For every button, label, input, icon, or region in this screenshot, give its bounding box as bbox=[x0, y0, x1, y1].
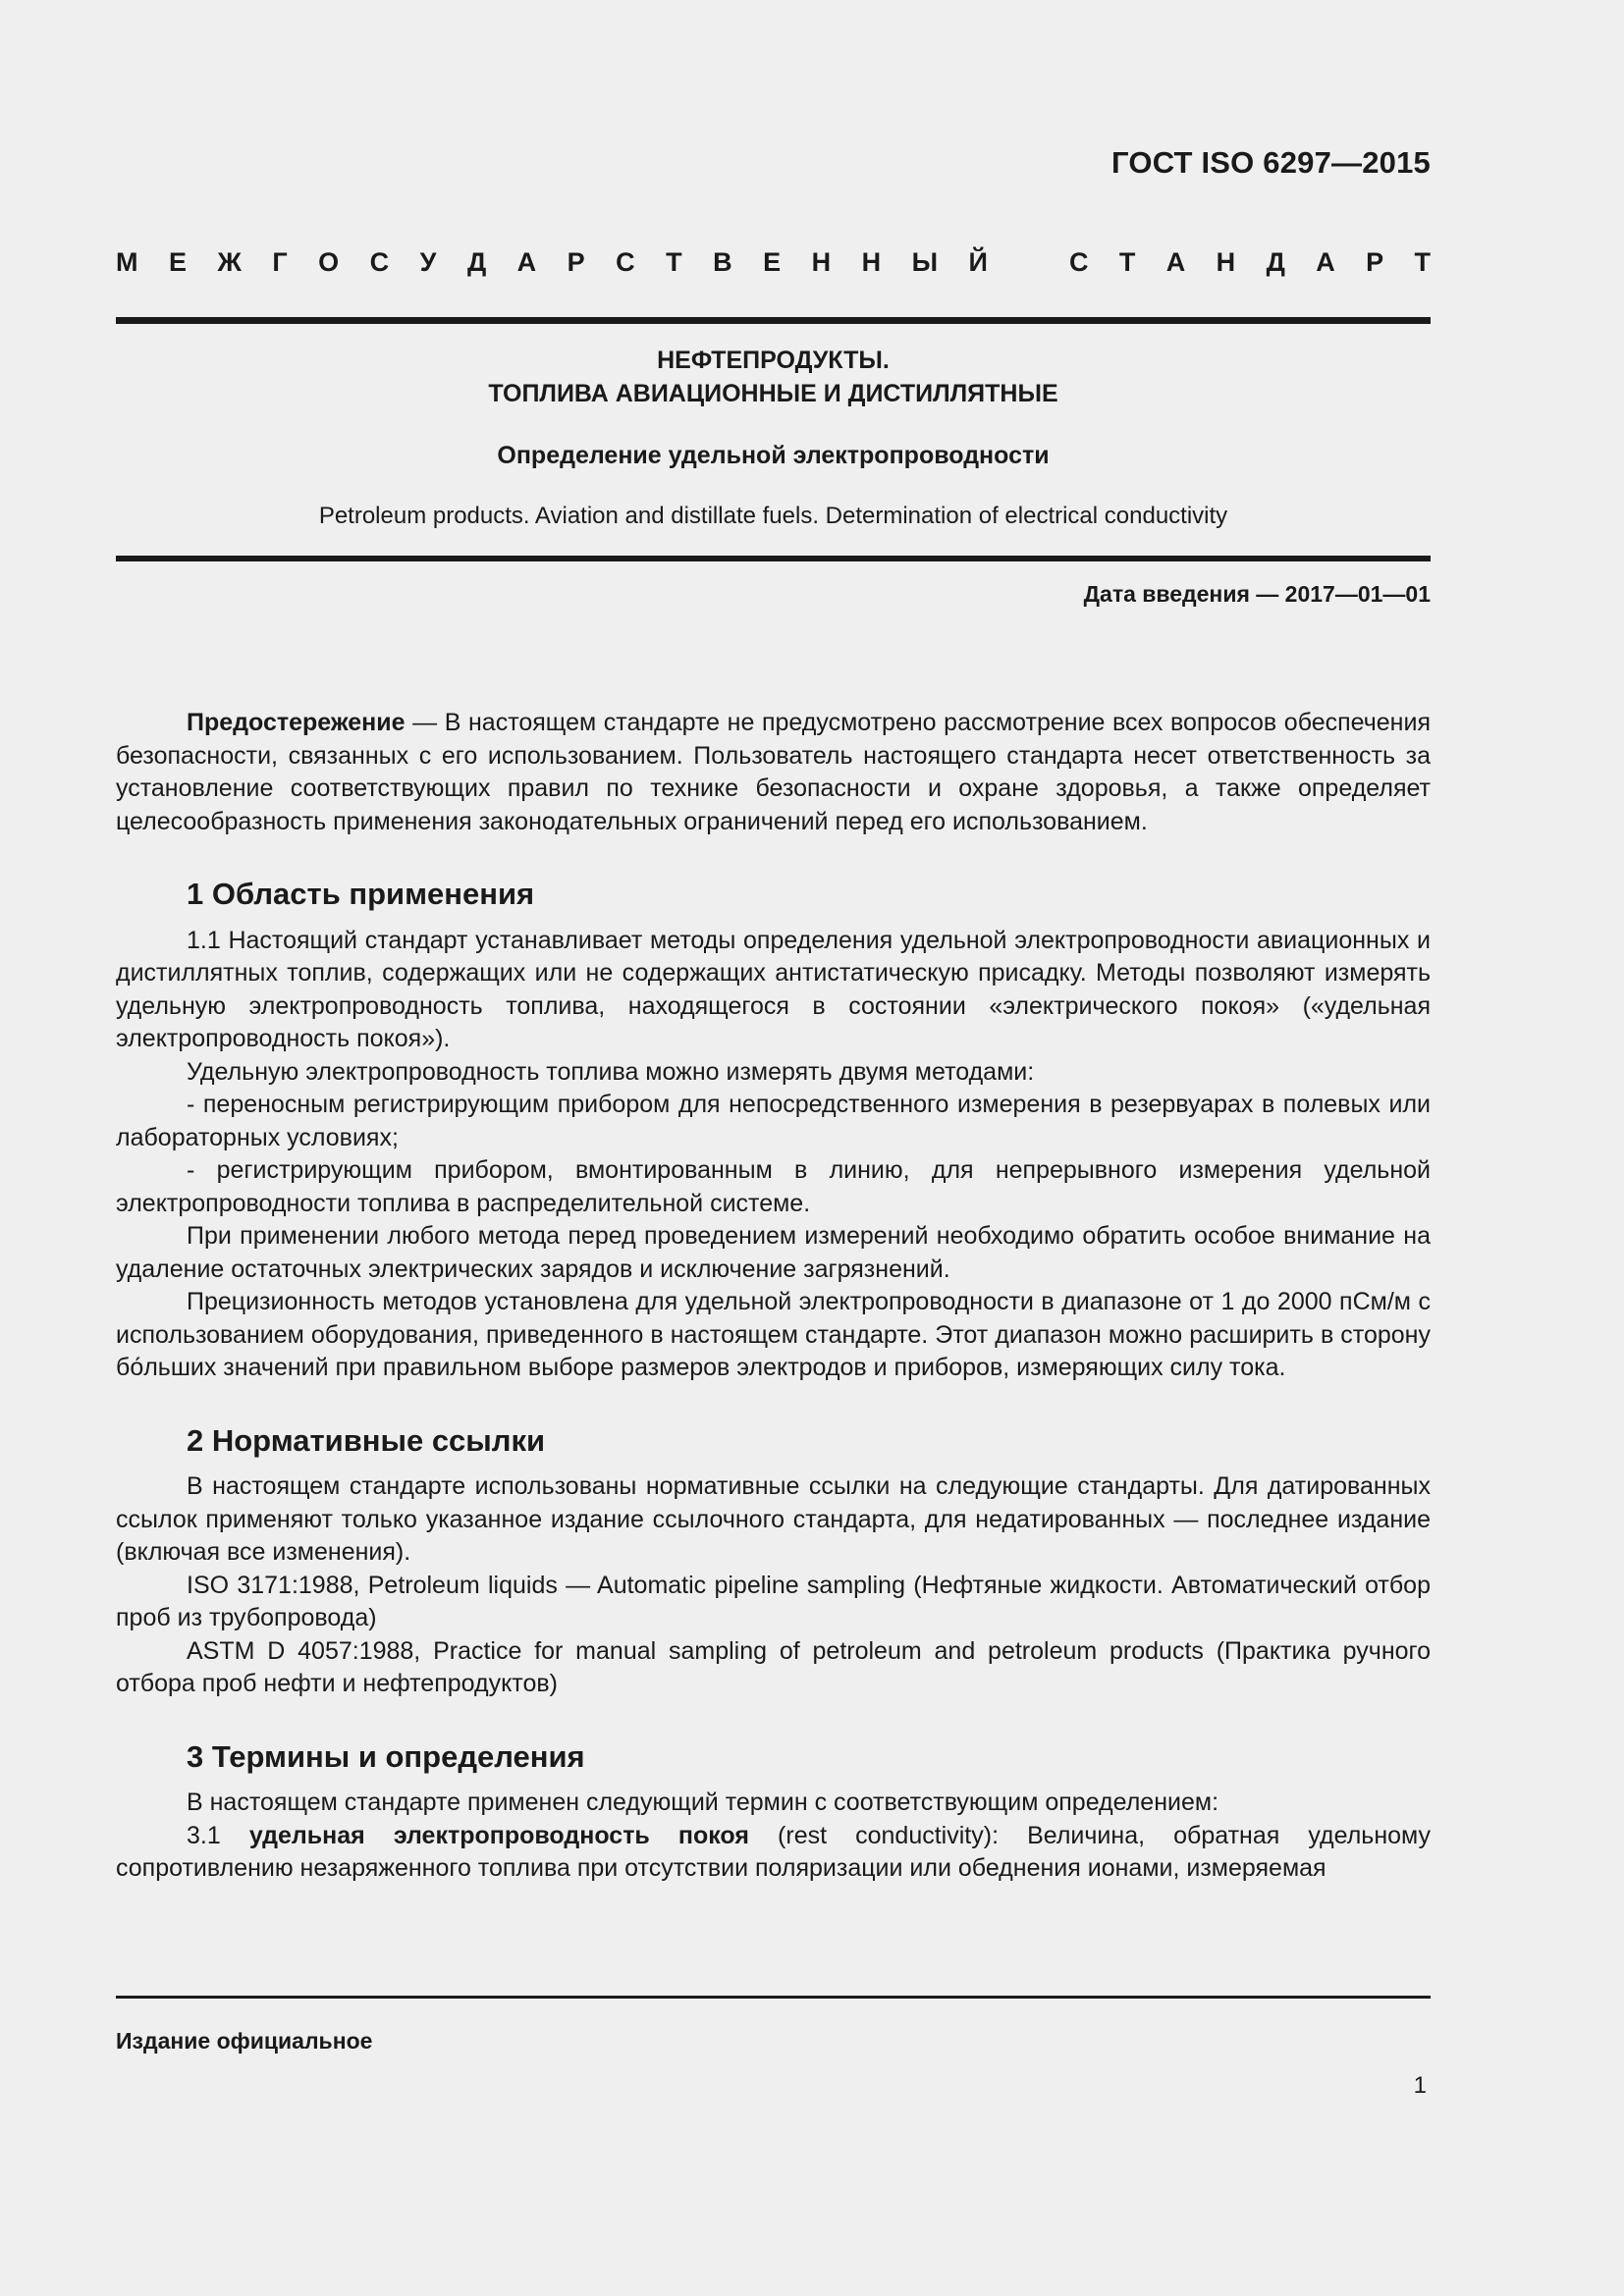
spaced-letter: А bbox=[1165, 247, 1186, 277]
spaced-letter: С bbox=[616, 247, 635, 277]
standard-type-word-interstate bbox=[116, 247, 988, 278]
paragraph: В настоящем стандарте применен следующий термин с соответствующим определением: bbox=[187, 1789, 1219, 1816]
english-title: Petroleum products. Aviation and distillate fuels. Determination of electrical conductivity bbox=[318, 503, 1228, 529]
spaced-letter: В bbox=[713, 247, 732, 277]
title-line-2: ТОПЛИВА АВИАЦИОННЫЕ И ДИСТИЛЛЯТНЫЕ bbox=[488, 380, 1058, 407]
warning-paragraph bbox=[116, 707, 1431, 838]
spaced-letter: Т bbox=[1414, 247, 1431, 277]
spaced-letter: Р bbox=[1366, 247, 1384, 277]
standard-designation: ГОСТ ISO 6297—2015 bbox=[1111, 145, 1431, 180]
spaced-letter: С bbox=[1069, 247, 1089, 277]
spaced-letter: Д bbox=[1266, 247, 1285, 277]
paragraph: 1.1 Настоящий стандарт устанавливает методы определения удельной электропроводности авиационных и дистиллятных топлив, содержащих или не содержащих антистатическую присадку. Методы позволяют измерять удельную электропроводность топлива, находящегося в состоянии «электрического покоя» («удельная электропроводность покоя»). bbox=[116, 926, 1431, 1052]
spaced-letter: Т bbox=[666, 247, 682, 277]
spaced-letter: Н bbox=[861, 247, 882, 277]
paragraph: Прецизионность методов установлена для удельной электропроводности в диапазоне от 1 до 2000 пСм/м с использованием оборудования, приведенного в настоящем стандарте. Этот диапазон можно расширить в сторону бо́льших значений при правильном выборе размеров электродов и приборов, измеряющих силу тока. bbox=[116, 1288, 1431, 1381]
footer-rule bbox=[116, 1996, 1431, 1999]
title-block bbox=[116, 344, 1431, 529]
section-heading-scope: 1 Область применения bbox=[187, 877, 535, 911]
warning-text: — В настоящем стандарте не предусмотрено рассмотрение всех вопросов обеспечения безопасности, связанных с его использованием. Пользователь настоящего стандарта несет ответственность за установление соответствующих правил по технике безопасности и охране здоровья, а также определяет целесообразность применения законодательных ограничений перед его использованием. bbox=[116, 709, 1431, 835]
warning-label: Предостережение bbox=[187, 709, 406, 736]
spaced-letter: Р bbox=[567, 247, 585, 277]
paragraph: При применении любого метода перед проведением измерений необходимо обратить особое внимание на удаление остаточных электрических зарядов и исключение загрязнений. bbox=[116, 1222, 1431, 1283]
subtitle: Определение удельной электропроводности bbox=[497, 442, 1050, 469]
title-rule bbox=[116, 556, 1431, 561]
spaced-letter: А bbox=[516, 247, 537, 277]
section-heading-normative-references: 2 Нормативные ссылки bbox=[187, 1422, 546, 1458]
spaced-letter: Ж bbox=[217, 247, 242, 277]
reference-item: ASTM D 4057:1988, Practice for manual sampling of petroleum and petroleum products (Практика ручного отбора проб нефти и нефтепродуктов) bbox=[116, 1636, 1431, 1697]
term-number: 3.1 bbox=[187, 1821, 249, 1849]
edition-note: Издание официальное bbox=[116, 2028, 373, 2054]
spaced-letter: Н bbox=[811, 247, 832, 277]
spaced-letter: С bbox=[369, 247, 390, 277]
spaced-letter: У bbox=[419, 247, 437, 277]
spaced-letter: Н bbox=[1216, 247, 1236, 277]
term-name: удельная электропроводность покоя bbox=[248, 1821, 749, 1849]
standard-type-line bbox=[116, 247, 1431, 278]
spaced-letter: Й bbox=[968, 247, 988, 277]
introduction-date: Дата введения — 2017—01—01 bbox=[1083, 581, 1431, 607]
spaced-letter: Е bbox=[763, 247, 782, 277]
spaced-letter: М bbox=[116, 247, 138, 277]
list-item: - переносным регистрирующим прибором для непосредственного измерения в резервуарах в полевых или лабораторных условиях; bbox=[116, 1091, 1431, 1151]
spaced-letter: Г bbox=[272, 247, 288, 277]
spaced-letter: Д bbox=[466, 247, 487, 277]
list-item: - регистрирующим прибором, вмонтированным в линию, для непрерывного измерения удельной электропроводности топлива в распределительной системе. bbox=[116, 1156, 1431, 1217]
reference-item: ISO 3171:1988, Petroleum liquids — Automatic pipeline sampling (Нефтяные жидкости. Автоматический отбор проб из трубопровода) bbox=[116, 1571, 1431, 1631]
paragraph: Удельную электропроводность топлива можно измерять двумя методами: bbox=[187, 1057, 1035, 1086]
term-definition bbox=[116, 1820, 1431, 1886]
standard-type-word-standard bbox=[1069, 247, 1431, 278]
term-text: (rest conductivity): Величина, обратная удельному сопротивлению незаряженного топлива при отсутствии поляризации или обеднения ионами, измеряемая bbox=[116, 1821, 1431, 1882]
paragraph: В настоящем стандарте использованы нормативные ссылки на следующие стандарты. Для датированных ссылок применяют только указанное издание ссылочного стандарта, для недатированных — последнее издание (включая все изменения). bbox=[116, 1472, 1431, 1566]
spaced-letter: Ы bbox=[911, 247, 939, 277]
top-rule bbox=[116, 317, 1431, 324]
document-body bbox=[116, 707, 1431, 1886]
spaced-letter: Т bbox=[1118, 247, 1136, 277]
page-number: 1 bbox=[1413, 2072, 1427, 2099]
spaced-letter: О bbox=[318, 247, 340, 277]
section-heading-terms: 3 Термины и определения bbox=[187, 1738, 585, 1774]
spaced-letter: А bbox=[1316, 247, 1335, 277]
title-line-1: НЕФТЕПРОДУКТЫ. bbox=[657, 347, 890, 374]
spaced-letter: Е bbox=[168, 247, 187, 277]
